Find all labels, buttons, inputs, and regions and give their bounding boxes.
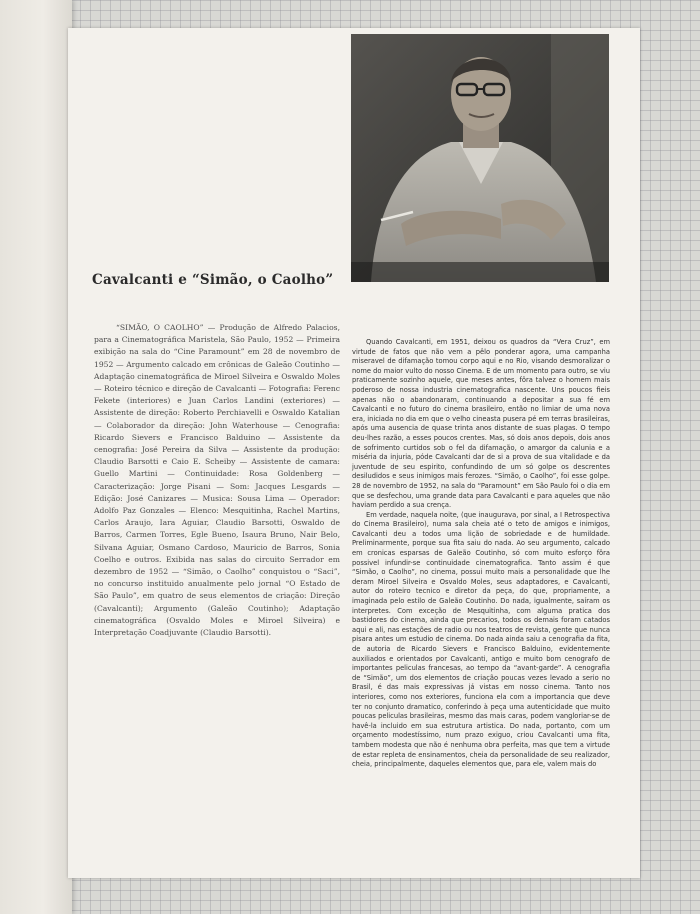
previous-page-edge bbox=[0, 0, 72, 914]
magazine-page bbox=[68, 28, 640, 878]
article-title: Cavalcanti e “Simão, o Caolho” bbox=[92, 272, 334, 288]
portrait-photo bbox=[351, 34, 609, 282]
article-body-column bbox=[352, 338, 610, 770]
portrait-photo-icon bbox=[351, 34, 609, 282]
body-paragraph: Quando Cavalcanti, em 1951, deixou os quadros da “Vera Cruz”, em virtude de fatos que não vem a pêlo ponderar agora, uma campanha miseravel de difamação tomou corpo aqui e no Rio, visando desmoralizar o nome do maior vulto do nosso Cinema. E de um momento para outro, se viu praticamente sozinho aquele, que meses antes, fôra talvez o homem mais poderoso de nossa industria cinematografica nascente. Uns poucos fieis apenas não o abandonaram, continuando a depositar a sua fé em Cavalcanti e no futuro do cinema brasileiro, então no limiar de uma nova era, iniciada no dia em que o velho cineasta pusera pé em terras brasileiras, após uma ausencia de quase trinta anos distante de suas plagas. O tempo deu-lhes razão, a esses poucos crentes. Mas, só dois anos depois, dois anos de sofrimento curtidos sob o fel da difamação, o amargor da calunia e a miséria da injuria, póde Cavalcanti dar de si a prova de sua vitalidade e da juventude de seu espirito, confundindo de um só golpe os descrentes desiludidos e seus inimigos mais ferozes. “Simão, o Caolho”, foi esse golpe. 28 de novembro de 1952, na sala do “Paramount” em São Paulo foi o dia em que se desfechou, uma grande data para Cavalcanti e para aqueles que não haviam perdido a sua crença. bbox=[352, 338, 610, 510]
film-credits-column: “SIMÃO, O CAOLHO” — Produção de Alfredo Palacios, para a Cinematográfica Maristela, São Paulo, 1952 — Primeira exibição na sala do “Cine Paramount” em 28 de novembro de 1952 — Argumento calcado em crônicas de Galeão Coutinho — Adaptação cinematográfica de Miroel Silveira e Oswaldo Moles — Roteiro técnico e direção de Cavalcanti — Fotografia: Ferenc Fekete (interiores) e Juan Carlos Landini (exteriores) — Assistente de direção: Roberto Perchiavelli e Oswaldo Katalian — Colaborador da direção: John Waterhouse — Cenografia: Ricardo Sievers e Francisco Balduino — Assistente da cenografia: José Pereira da Silva — Assistente da produção: Claudio Barsotti e Caio E. Scheiby — Assistente de camara: Guello Martini — Continuidade: Rosa Goldenberg — Caracterização: Jorge Pisani — Som: Jacques Lesgards — Edição: José Canizares — Musica: Sousa Lima — Operador: Adolfo Paz Gonzales — Elenco: Mesquitinha, Rachel Martins, Carlos Araujo, Iara Aguiar, Claudio Barsotti, Oswaldo de Barros, Carmen Torres, Egle Bueno, Isaura Bruno, Nair Belo, Silvana Aguiar, Osmano Cardoso, Mauricio de Barros, Sonia Coelho e outros. Exibida nas salas do circuito Serrador em dezembro de 1952 — “Simão, o Caolho” conquistou o “Saci”, no concurso instituido anualmente pelo jornal “O Estado de São Paulo”, em quatro de seus elementos de criação: Direção (Cavalcanti); Argumento (Galeão Coutinho); Adaptação cinematográfica (Osvaldo Moles e Miroel Silveira) e Interpretação Coadjuvante (Claudio Barsotti). bbox=[94, 323, 340, 638]
body-paragraph: Em verdade, naquela noite, (que inaugurava, por sinal, a I Retrospectiva do Cinema Brasileiro), numa sala cheia até o teto de amigos e inimigos, Cavalcanti deu a todos uma lição de sobriedade e de humildade. Preliminarmente, porque sua fita saiu do nada. Ao seu argumento, calcado em cronicas esparsas de Galeão Coutinho, só com muito esforço fôra possivel infundir-se continuidade cinematografica. Tanto assim é que “Simão, o Caolho”, no cinema, possui muito mais a personalidade que lhe deram Miroel Silveira e Osvaldo Moles, seus adaptadores, e Cavalcanti, autor do roteiro tecnico e diretor da peça, do que, propriamente, a imaginada pelo estilo de Galeão Coutinho. Do nada, igualmente, saíram os interpretes. Com exceção de Mesquitinha, com alguma pratica dos bastidores do cinema, ainda que precarios, todos os demais foram catados aqui e ali, nas estações de radio ou nos teatros de revista, gente que nunca pisara antes um estudio de cinema. Do nada ainda saiu a cenografia da fita, de autoria de Ricardo Sievers e Francisco Balduino, evidentemente auxiliados e orientados por Cavalcanti, antigo e muito bom cenografo de importantes peliculas francesas, ao tempo da “avant-garde”. A cenografia de “Simão”, um dos elementos de criação poucas vezes levado a serio no Brasil, é das mais expressivas já vistas em nosso cinema. Tanto nos interiores, como nos exteriores, funciona ela com a importancia que deve ter no conjunto dramatico, conferindo à peça uma autenticidade que muito poucas peliculas brasileiras, mesmo das mais caras, podem vangloriar-se de havê-la incluido em sua estrutura artistica. Do nada, portanto, com um orçamento modestíssimo, num prazo exiguo, criou Cavalcanti uma fita, tambem modesta que não é nenhuma obra perfeita, mas que tem a virtude de estar repleta de ensinamentos, cheia da personalidade de seu realizador, cheia, principalmente, daqueles elementos que, para ele, valem mais do bbox=[352, 510, 610, 769]
